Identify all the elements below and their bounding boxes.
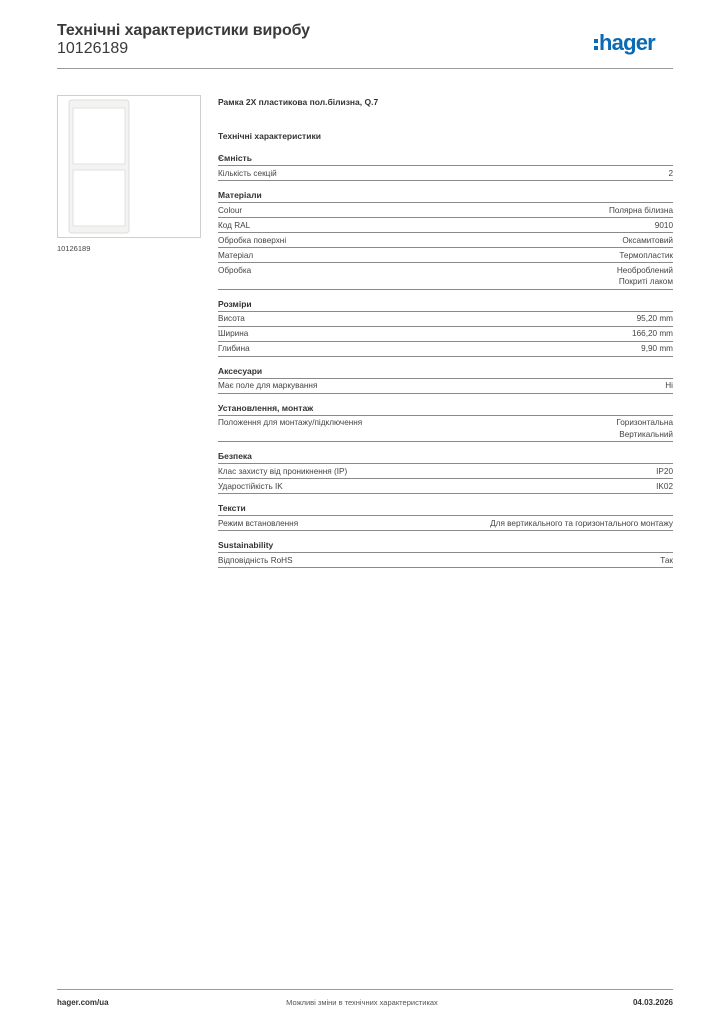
spec-value-line: Горизонтальна (616, 418, 673, 427)
spec-label: Матеріал (218, 250, 254, 260)
spec-section (218, 189, 673, 290)
spec-row (218, 464, 673, 479)
spec-content (218, 96, 673, 576)
product-code: 10126189 (57, 40, 129, 57)
spec-value-line: Оксамитовий (622, 235, 673, 245)
spec-label: Клас захисту від проникнення (IP) (218, 466, 348, 476)
logo-wordmark: hager (599, 30, 655, 55)
section-title: Розміри (218, 298, 673, 312)
footer-website: hager.com/ua (57, 998, 109, 1007)
spec-label: Код RAL (218, 220, 251, 230)
spec-value-line: 2 (668, 168, 673, 178)
spec-value (622, 235, 673, 247)
spec-value-line: 9010 (654, 220, 673, 230)
spec-value-line: Термопластик (619, 250, 673, 260)
spec-value (665, 380, 673, 392)
spec-row (218, 218, 673, 233)
spec-value (490, 518, 673, 530)
specs-heading: Технічні характеристики (218, 131, 321, 141)
spec-row (218, 166, 673, 181)
spec-label: Має поле для маркування (218, 381, 318, 390)
spec-section (218, 365, 673, 394)
spec-value-line: IK02 (656, 481, 673, 491)
spec-row (218, 233, 673, 248)
spec-label: Режим встановлення (218, 518, 299, 528)
spec-value-line: Для вертикального та горизонтального монтажу (490, 518, 673, 528)
spec-row (218, 416, 673, 443)
frame-2x-illustration (58, 96, 200, 237)
spec-label: Висота (218, 314, 245, 323)
section-title: Ємність (218, 152, 673, 166)
spec-label: Обробка поверхні (218, 235, 287, 245)
spec-value-line: Полярна білизна (608, 205, 673, 215)
section-title: Установлення, монтаж (218, 402, 673, 416)
spec-label: Ширина (218, 329, 249, 338)
spec-row (218, 263, 673, 290)
spec-value (660, 555, 673, 567)
spec-row (218, 312, 673, 327)
footer-disclaimer: Можливі зміни в технічних характеристиках (286, 998, 438, 1007)
spec-label: Відповідність RoHS (218, 555, 293, 565)
spec-value-line: Покриті лаком (618, 277, 673, 286)
spec-value (656, 481, 673, 493)
spec-section (218, 298, 673, 357)
spec-value (655, 220, 673, 232)
spec-value-line: Необроблений (616, 265, 673, 275)
spec-row (218, 479, 673, 494)
spec-label: Ударостійкість IK (218, 481, 283, 491)
spec-row (218, 379, 673, 394)
spec-label: Положення для монтажу/підключення (218, 418, 363, 427)
section-title: Тексти (218, 502, 673, 516)
spec-value-line: 166,20 mm (632, 329, 673, 338)
spec-label: Colour (218, 205, 243, 215)
spec-section (218, 539, 673, 568)
spec-section (218, 450, 673, 494)
spec-value (617, 265, 673, 288)
spec-label: Кількість секцій (218, 168, 277, 178)
section-title: Безпека (218, 450, 673, 464)
spec-label: Обробка (218, 265, 252, 275)
spec-row (218, 342, 673, 357)
spec-value-line: 95,20 mm (636, 314, 673, 323)
spec-row (218, 516, 673, 531)
spec-sections (218, 152, 673, 568)
footer-divider (57, 989, 673, 990)
spec-value (668, 168, 673, 180)
section-title: Матеріали (218, 189, 673, 203)
spec-section (218, 502, 673, 531)
spec-value (641, 343, 673, 355)
spec-value-line: IP20 (656, 466, 673, 476)
spec-label: Глибина (218, 344, 250, 353)
spec-row (218, 203, 673, 218)
image-caption: 10126189 (57, 244, 91, 253)
header-divider (57, 68, 673, 69)
spec-value (616, 417, 673, 440)
spec-section (218, 402, 673, 443)
spec-value-line: Так (660, 555, 673, 565)
spec-value-line: 9,90 mm (641, 344, 673, 353)
spec-value-line: Вертикальний (619, 429, 673, 439)
spec-row (218, 553, 673, 568)
spec-row (218, 327, 673, 342)
spec-value (609, 205, 673, 217)
page-title: Технічні характеристики виробу (57, 22, 310, 39)
spec-value (637, 313, 673, 325)
section-title: Аксесуари (218, 365, 673, 379)
spec-row (218, 248, 673, 263)
spec-value (656, 466, 673, 478)
spec-value (619, 250, 673, 262)
spec-value-line: Ні (665, 381, 673, 390)
spec-value (632, 328, 673, 340)
product-name: Рамка 2X пластикова пол.білизна, Q.7 (218, 97, 379, 107)
footer-date: 04.03.2026 (632, 998, 673, 1007)
section-title: Sustainability (218, 539, 673, 553)
product-image (57, 95, 201, 238)
spec-section (218, 152, 673, 181)
hager-logo (594, 28, 674, 58)
